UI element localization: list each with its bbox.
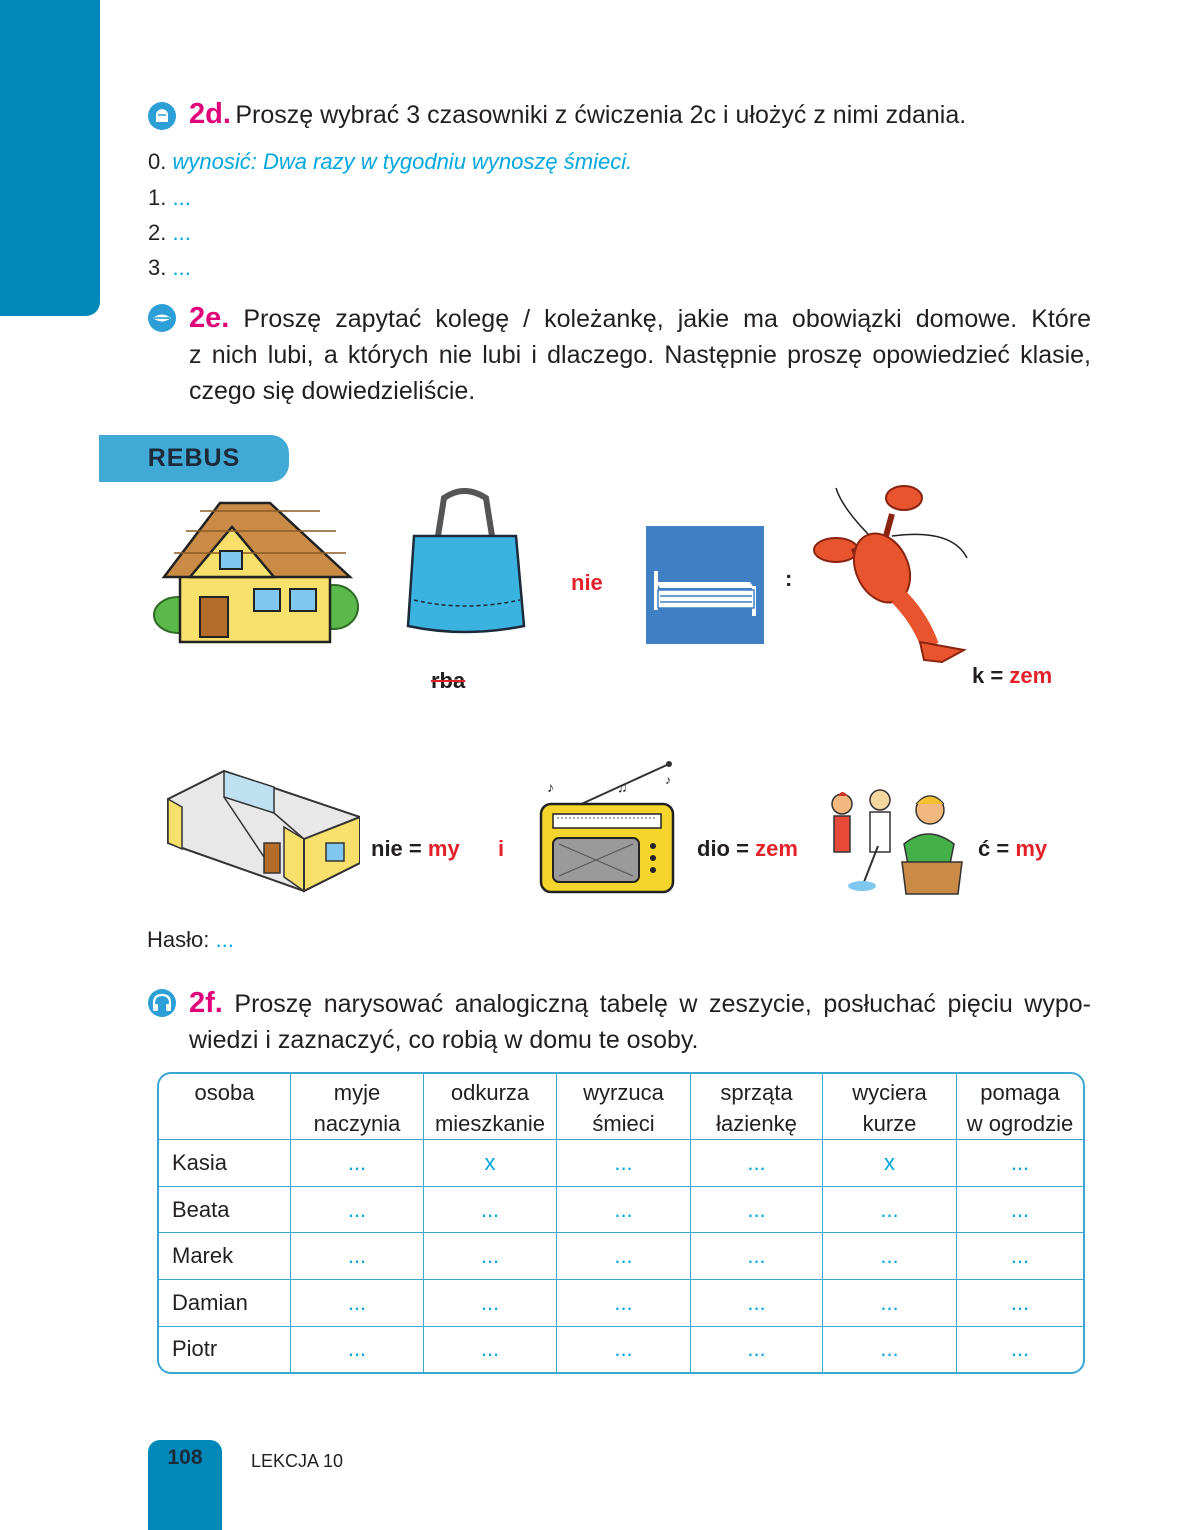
- example-sentence: wynosić: Dwa razy w tygodniu wynoszę śmieci.: [172, 149, 633, 174]
- svg-text:♪: ♪: [547, 779, 554, 795]
- password-label: Hasło:: [147, 927, 210, 952]
- answer-number: 3.: [148, 255, 167, 280]
- table-cell[interactable]: ...: [957, 1187, 1083, 1234]
- rebus-c-equation: [978, 836, 1047, 862]
- speaking-mouth-icon: [147, 303, 177, 333]
- row-name: Damian: [159, 1280, 291, 1327]
- password-line: [147, 927, 234, 953]
- exercise-instruction: Proszę zapytać kolegę / koleżankę, jakie ma obowiązki domowe. Które: [243, 305, 1091, 333]
- side-tab: [0, 0, 100, 316]
- headphones-icon: [147, 988, 177, 1018]
- table-cell[interactable]: ...: [691, 1187, 823, 1234]
- rebus-zem-1: zem: [1009, 663, 1053, 688]
- table-cell[interactable]: ...: [424, 1280, 557, 1327]
- rebus-equals: =: [408, 836, 422, 861]
- writing-hand-icon: [147, 101, 177, 131]
- table-cell[interactable]: ...: [424, 1233, 557, 1280]
- table-cell[interactable]: ...: [823, 1233, 957, 1280]
- table-cell[interactable]: ...: [823, 1327, 957, 1372]
- header-dusts: wyciera kurze: [823, 1074, 957, 1140]
- table-cell[interactable]: ...: [557, 1233, 691, 1280]
- answer-number: 2.: [148, 220, 167, 245]
- table-cell[interactable]: ...: [291, 1140, 424, 1187]
- rebus-i: i: [498, 836, 505, 861]
- table-row: [159, 1280, 1083, 1327]
- exercise-2e-line-2: z nich lubi, a których nie lubi i dlaczego. Następnie proszę opowiedzieć klasie,: [189, 341, 1091, 369]
- exercise-2f-line-2: wiedzi i zaznaczyć, co robią w domu te osoby.: [189, 1026, 699, 1054]
- bed-picture: [646, 526, 764, 644]
- svg-text:♪: ♪: [665, 773, 671, 787]
- rebus-dio-equation: [697, 836, 798, 862]
- table-row: [159, 1327, 1083, 1372]
- table-cell[interactable]: ...: [557, 1140, 691, 1187]
- header-vacuums: odkurza mieszkanie: [424, 1074, 557, 1140]
- rebus-nie-1: nie: [571, 570, 603, 595]
- rebus-k-equation: [972, 663, 1052, 689]
- table-cell[interactable]: ...: [823, 1280, 957, 1327]
- exercise-number: 2f.: [189, 987, 223, 1019]
- table-cell[interactable]: ...: [291, 1233, 424, 1280]
- table-cell[interactable]: x: [424, 1140, 557, 1187]
- table-row: [159, 1233, 1083, 1280]
- exercise-2d-heading: [189, 97, 966, 133]
- example-number: 0.: [148, 149, 167, 174]
- rebus-zem-2: zem: [755, 836, 798, 861]
- rebus-equals: =: [996, 836, 1010, 861]
- lesson-label: LEKCJA 10: [251, 1451, 344, 1471]
- table-cell[interactable]: x: [823, 1140, 957, 1187]
- table-row: [159, 1187, 1083, 1234]
- exercise-number: 2e.: [189, 302, 230, 334]
- apartment-picture: [164, 767, 360, 895]
- answer-blank[interactable]: ...: [172, 185, 191, 210]
- table-cell[interactable]: ...: [291, 1327, 424, 1372]
- header-takes-out-trash: wyrzuca śmieci: [557, 1074, 691, 1140]
- svg-text:♫: ♫: [617, 779, 628, 795]
- house-picture: [150, 497, 360, 647]
- table-cell[interactable]: ...: [691, 1233, 823, 1280]
- header-washes-dishes: myje naczynia: [291, 1074, 424, 1140]
- header-cleans-bathroom: sprząta łazienkę: [691, 1074, 823, 1140]
- table-cell[interactable]: ...: [691, 1140, 823, 1187]
- table-cell[interactable]: ...: [957, 1140, 1083, 1187]
- rebus-colon: :: [785, 566, 793, 591]
- example-line: [148, 149, 632, 175]
- rebus-dio: dio: [697, 836, 730, 861]
- answer-blank[interactable]: ...: [172, 255, 191, 280]
- table-cell[interactable]: ...: [957, 1233, 1083, 1280]
- exercise-2f-line-1: [189, 985, 1091, 1022]
- crayfish-picture: [812, 478, 972, 668]
- radio-picture: [537, 758, 677, 894]
- bag-picture: [404, 488, 526, 638]
- table-cell[interactable]: ...: [424, 1187, 557, 1234]
- rebus-label: REBUS: [99, 435, 289, 482]
- exercise-instruction: Proszę narysować analogiczną tabelę w zeszycie, posłuchać pięciu wypo-: [234, 990, 1091, 1018]
- exercise-number: 2d.: [189, 98, 231, 130]
- table-row: [159, 1140, 1083, 1187]
- row-name: Kasia: [159, 1140, 291, 1187]
- table-cell[interactable]: ...: [557, 1187, 691, 1234]
- table-cell[interactable]: ...: [291, 1280, 424, 1327]
- rebus-equals: =: [736, 836, 749, 861]
- answer-blank[interactable]: ...: [172, 220, 191, 245]
- cleaning-people-picture: [818, 786, 968, 898]
- table-cell[interactable]: ...: [557, 1280, 691, 1327]
- answer-line-1: [148, 185, 191, 211]
- exercise-instruction: Proszę wybrać 3 czasowniki z ćwiczenia 2c i ułożyć z nimi zdania.: [235, 101, 967, 129]
- row-name: Beata: [159, 1187, 291, 1234]
- table-header-row: [159, 1074, 1083, 1140]
- table-cell[interactable]: ...: [291, 1187, 424, 1234]
- rebus-equals: =: [990, 663, 1004, 688]
- rebus-nie-equation: [371, 836, 460, 862]
- table-cell[interactable]: ...: [691, 1327, 823, 1372]
- row-name: Marek: [159, 1233, 291, 1280]
- rebus-rba: rba: [431, 668, 466, 693]
- password-blank[interactable]: ...: [215, 927, 234, 952]
- answer-number: 1.: [148, 185, 167, 210]
- exercise-2f-block: [189, 985, 1091, 1058]
- table-cell[interactable]: ...: [691, 1280, 823, 1327]
- table-cell[interactable]: ...: [424, 1327, 557, 1372]
- rebus-my-2: my: [1015, 836, 1048, 861]
- table-cell[interactable]: ...: [557, 1327, 691, 1372]
- header-helps-garden: pomaga w ogrodzie: [957, 1074, 1083, 1140]
- rebus-nie-2: nie: [371, 836, 403, 861]
- table-cell[interactable]: ...: [823, 1187, 957, 1234]
- rebus-letter-k: k: [972, 663, 985, 688]
- rebus-letter-c: ć: [978, 836, 991, 861]
- exercise-2e-block: [189, 300, 1091, 409]
- exercise-2e-line-1: [189, 300, 1091, 337]
- table-cell[interactable]: ...: [957, 1280, 1083, 1327]
- answer-line-2: [148, 220, 191, 246]
- header-person: osoba: [159, 1074, 291, 1140]
- chores-table: [157, 1072, 1085, 1374]
- page-number: 108: [167, 1446, 203, 1469]
- row-name: Piotr: [159, 1327, 291, 1372]
- rebus-my-1: my: [427, 836, 460, 861]
- table-cell[interactable]: ...: [1010, 1336, 1030, 1362]
- exercise-2e-line-3: czego się dowiedzieliście.: [189, 377, 476, 405]
- answer-line-3: [148, 255, 191, 281]
